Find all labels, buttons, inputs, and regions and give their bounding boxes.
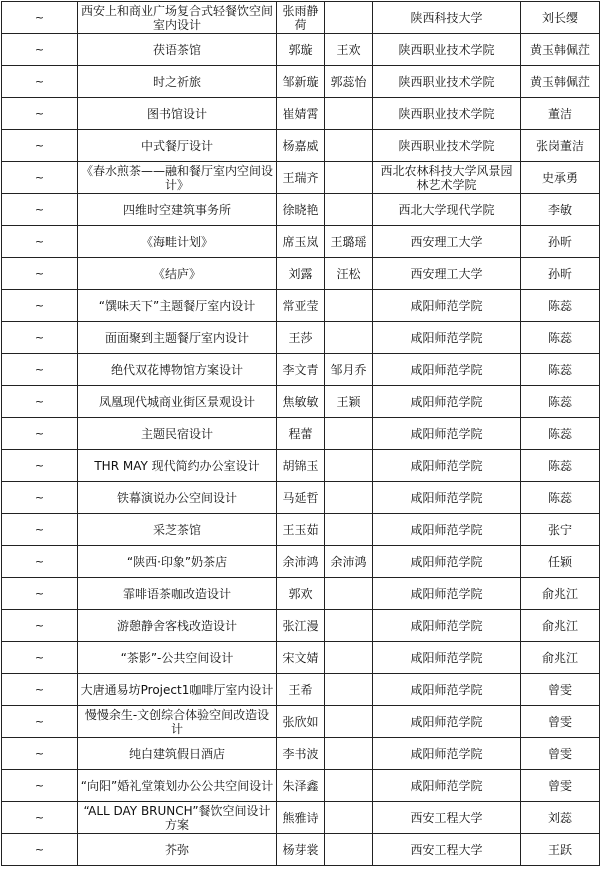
project-title-cell: “陕西·印象”奶茶店 [78, 546, 277, 578]
advisor-name-cell: 刘蕊 [521, 802, 600, 834]
student-name-2-cell [325, 834, 373, 866]
advisor-name-cell: 曾雯 [521, 706, 600, 738]
row-marker-cell: ~ [2, 450, 78, 482]
student-name-2-cell [325, 514, 373, 546]
school-name-cell: 陕西职业技术学院 [373, 130, 521, 162]
project-title-cell: 时之祈旅 [78, 66, 277, 98]
advisor-name-cell: 孙昕 [521, 226, 600, 258]
student-name-2-cell [325, 674, 373, 706]
student-name-1-cell: 余沛鸿 [277, 546, 325, 578]
advisor-name-cell: 陈蕊 [521, 354, 600, 386]
row-marker-cell: ~ [2, 290, 78, 322]
advisor-name-cell: 王跃 [521, 834, 600, 866]
row-marker-cell: ~ [2, 418, 78, 450]
school-name-cell: 咸阳师范学院 [373, 546, 521, 578]
row-marker-cell: ~ [2, 226, 78, 258]
row-marker-cell: ~ [2, 66, 78, 98]
student-name-1-cell: 邹新璇 [277, 66, 325, 98]
student-name-2-cell [325, 578, 373, 610]
project-title-cell: 纯白建筑假日酒店 [78, 738, 277, 770]
school-name-cell: 陕西职业技术学院 [373, 34, 521, 66]
advisor-name-cell: 李敏 [521, 194, 600, 226]
student-name-2-cell: 王欢 [325, 34, 373, 66]
school-name-cell: 咸阳师范学院 [373, 770, 521, 802]
project-title-cell: 《海畦计划》 [78, 226, 277, 258]
advisor-name-cell: 陈蕊 [521, 386, 600, 418]
project-title-cell: 芥弥 [78, 834, 277, 866]
project-title-cell: 铁幕演说办公空间设计 [78, 482, 277, 514]
student-name-2-cell [325, 290, 373, 322]
table-row [2, 66, 600, 98]
table-row [2, 706, 600, 738]
student-name-1-cell: 焦敏敏 [277, 386, 325, 418]
student-name-1-cell: 熊雅诗 [277, 802, 325, 834]
student-name-2-cell [325, 706, 373, 738]
school-name-cell: 陕西职业技术学院 [373, 98, 521, 130]
table-row [2, 194, 600, 226]
student-name-2-cell [325, 98, 373, 130]
school-name-cell: 西北农林科技大学风景园林艺术学院 [373, 162, 521, 194]
school-name-cell: 咸阳师范学院 [373, 450, 521, 482]
student-name-1-cell: 杨芽裳 [277, 834, 325, 866]
student-name-1-cell: 席玉岚 [277, 226, 325, 258]
school-name-cell: 咸阳师范学院 [373, 354, 521, 386]
row-marker-cell: ~ [2, 194, 78, 226]
advisor-name-cell: 任颖 [521, 546, 600, 578]
student-name-2-cell: 王颖 [325, 386, 373, 418]
table-row [2, 546, 600, 578]
student-name-2-cell [325, 162, 373, 194]
student-name-2-cell: 汪松 [325, 258, 373, 290]
student-name-1-cell: 李文青 [277, 354, 325, 386]
advisor-name-cell: 俞兆江 [521, 642, 600, 674]
table-row [2, 578, 600, 610]
school-name-cell: 咸阳师范学院 [373, 674, 521, 706]
advisor-name-cell: 刘长缨 [521, 2, 600, 34]
school-name-cell: 咸阳师范学院 [373, 418, 521, 450]
advisor-name-cell: 董洁 [521, 98, 600, 130]
advisor-name-cell: 黄玉韩佩茳 [521, 66, 600, 98]
table-row [2, 162, 600, 194]
project-title-cell: THR MAY 现代简约办公室设计 [78, 450, 277, 482]
project-title-cell: 慢慢余生-文创综合体验空间改造设计 [78, 706, 277, 738]
row-marker-cell: ~ [2, 354, 78, 386]
student-name-2-cell [325, 130, 373, 162]
advisor-name-cell: 史承勇 [521, 162, 600, 194]
row-marker-cell: ~ [2, 610, 78, 642]
student-name-2-cell: 邹月乔 [325, 354, 373, 386]
school-name-cell: 西安工程大学 [373, 802, 521, 834]
student-name-2-cell: 郭蕊怡 [325, 66, 373, 98]
table-row [2, 290, 600, 322]
project-title-cell: 霏啡语茶咖改造设计 [78, 578, 277, 610]
advisor-name-cell: 曾雯 [521, 770, 600, 802]
table-row [2, 258, 600, 290]
table-row [2, 34, 600, 66]
row-marker-cell: ~ [2, 770, 78, 802]
student-name-1-cell: 马延哲 [277, 482, 325, 514]
row-marker-cell: ~ [2, 98, 78, 130]
table-row [2, 354, 600, 386]
table-row [2, 2, 600, 34]
table-row [2, 418, 600, 450]
table-row [2, 226, 600, 258]
row-marker-cell: ~ [2, 706, 78, 738]
table-row [2, 450, 600, 482]
student-name-2-cell [325, 738, 373, 770]
table-row [2, 482, 600, 514]
advisor-name-cell: 曾雯 [521, 674, 600, 706]
school-name-cell: 陕西科技大学 [373, 2, 521, 34]
student-name-2-cell [325, 610, 373, 642]
table-row [2, 834, 600, 866]
student-name-2-cell [325, 418, 373, 450]
school-name-cell: 西安理工大学 [373, 258, 521, 290]
student-name-2-cell: 王璐瑶 [325, 226, 373, 258]
student-name-2-cell [325, 450, 373, 482]
row-marker-cell: ~ [2, 162, 78, 194]
project-title-cell: 采芝茶馆 [78, 514, 277, 546]
advisor-name-cell: 孙昕 [521, 258, 600, 290]
student-name-1-cell: 张江漫 [277, 610, 325, 642]
school-name-cell: 西北大学现代学院 [373, 194, 521, 226]
student-name-1-cell: 王希 [277, 674, 325, 706]
student-name-1-cell: 杨嘉威 [277, 130, 325, 162]
school-name-cell: 西安理工大学 [373, 226, 521, 258]
row-marker-cell: ~ [2, 2, 78, 34]
school-name-cell: 咸阳师范学院 [373, 290, 521, 322]
project-title-cell: 图书馆设计 [78, 98, 277, 130]
project-title-cell: 面面聚到主题餐厅室内设计 [78, 322, 277, 354]
student-name-2-cell: 余沛鸿 [325, 546, 373, 578]
project-title-cell: 四维时空建筑事务所 [78, 194, 277, 226]
advisor-name-cell: 曾雯 [521, 738, 600, 770]
table-row [2, 770, 600, 802]
project-title-cell: 凤凰现代城商业街区景观设计 [78, 386, 277, 418]
school-name-cell: 咸阳师范学院 [373, 514, 521, 546]
project-title-cell: “ALL DAY BRUNCH”餐饮空间设计方案 [78, 802, 277, 834]
row-marker-cell: ~ [2, 578, 78, 610]
student-name-2-cell [325, 770, 373, 802]
project-title-cell: 中式餐厅设计 [78, 130, 277, 162]
row-marker-cell: ~ [2, 322, 78, 354]
table-row [2, 98, 600, 130]
advisor-name-cell: 陈蕊 [521, 482, 600, 514]
table-row [2, 322, 600, 354]
advisor-name-cell: 俞兆江 [521, 610, 600, 642]
advisor-name-cell: 黄玉韩佩茳 [521, 34, 600, 66]
row-marker-cell: ~ [2, 130, 78, 162]
row-marker-cell: ~ [2, 802, 78, 834]
school-name-cell: 咸阳师范学院 [373, 386, 521, 418]
table-row [2, 802, 600, 834]
advisor-name-cell: 陈蕊 [521, 450, 600, 482]
student-name-1-cell: 王玉茹 [277, 514, 325, 546]
school-name-cell: 咸阳师范学院 [373, 738, 521, 770]
project-title-cell: 主题民宿设计 [78, 418, 277, 450]
advisor-name-cell: 陈蕊 [521, 418, 600, 450]
project-title-cell: 大唐通易坊Project1咖啡厅室内设计 [78, 674, 277, 706]
row-marker-cell: ~ [2, 738, 78, 770]
table-row [2, 514, 600, 546]
project-title-cell: 《结庐》 [78, 258, 277, 290]
project-title-cell: 西安上和商业广场复合式轻餐饮空间室内设计 [78, 2, 277, 34]
student-name-2-cell [325, 642, 373, 674]
student-name-2-cell [325, 482, 373, 514]
project-title-cell: “馔味天下”主题餐厅室内设计 [78, 290, 277, 322]
project-title-cell: 绝代双花博物馆方案设计 [78, 354, 277, 386]
table-body [2, 2, 600, 866]
advisor-name-cell: 张岗董洁 [521, 130, 600, 162]
student-name-2-cell [325, 194, 373, 226]
school-name-cell: 咸阳师范学院 [373, 482, 521, 514]
school-name-cell: 咸阳师范学院 [373, 578, 521, 610]
row-marker-cell: ~ [2, 642, 78, 674]
student-name-1-cell: 郭璇 [277, 34, 325, 66]
student-name-1-cell: 胡锦玉 [277, 450, 325, 482]
student-name-2-cell [325, 322, 373, 354]
school-name-cell: 咸阳师范学院 [373, 642, 521, 674]
school-name-cell: 咸阳师范学院 [373, 706, 521, 738]
table-row [2, 674, 600, 706]
advisor-name-cell: 俞兆江 [521, 578, 600, 610]
table-row [2, 642, 600, 674]
table-row [2, 610, 600, 642]
row-marker-cell: ~ [2, 546, 78, 578]
student-name-2-cell [325, 2, 373, 34]
student-name-1-cell: 张雨静荷 [277, 2, 325, 34]
school-name-cell: 咸阳师范学院 [373, 322, 521, 354]
project-title-cell: 游憩静舍客栈改造设计 [78, 610, 277, 642]
school-name-cell: 咸阳师范学院 [373, 610, 521, 642]
school-name-cell: 西安工程大学 [373, 834, 521, 866]
project-title-cell: 《春水煎茶——融和餐厅室内空间设计》 [78, 162, 277, 194]
student-name-1-cell: 张欣如 [277, 706, 325, 738]
row-marker-cell: ~ [2, 386, 78, 418]
project-title-cell: 茯语茶馆 [78, 34, 277, 66]
student-name-1-cell: 王瑞齐 [277, 162, 325, 194]
student-name-1-cell: 郭欢 [277, 578, 325, 610]
row-marker-cell: ~ [2, 674, 78, 706]
project-title-cell: “茶影”-公共空间设计 [78, 642, 277, 674]
row-marker-cell: ~ [2, 514, 78, 546]
advisor-name-cell: 陈蕊 [521, 322, 600, 354]
row-marker-cell: ~ [2, 482, 78, 514]
student-name-1-cell: 王莎 [277, 322, 325, 354]
student-name-1-cell: 李书波 [277, 738, 325, 770]
student-name-2-cell [325, 802, 373, 834]
row-marker-cell: ~ [2, 34, 78, 66]
row-marker-cell: ~ [2, 258, 78, 290]
results-table [1, 1, 600, 866]
student-name-1-cell: 宋文婧 [277, 642, 325, 674]
student-name-1-cell: 程蕾 [277, 418, 325, 450]
table-row [2, 130, 600, 162]
row-marker-cell: ~ [2, 834, 78, 866]
student-name-1-cell: 徐晓艳 [277, 194, 325, 226]
advisor-name-cell: 张宁 [521, 514, 600, 546]
table-row [2, 738, 600, 770]
student-name-1-cell: 刘露 [277, 258, 325, 290]
student-name-1-cell: 朱泽鑫 [277, 770, 325, 802]
student-name-1-cell: 常亚莹 [277, 290, 325, 322]
table-row [2, 386, 600, 418]
advisor-name-cell: 陈蕊 [521, 290, 600, 322]
school-name-cell: 陕西职业技术学院 [373, 66, 521, 98]
student-name-1-cell: 崔婧霄 [277, 98, 325, 130]
project-title-cell: “向阳”婚礼堂策划办公公共空间设计 [78, 770, 277, 802]
